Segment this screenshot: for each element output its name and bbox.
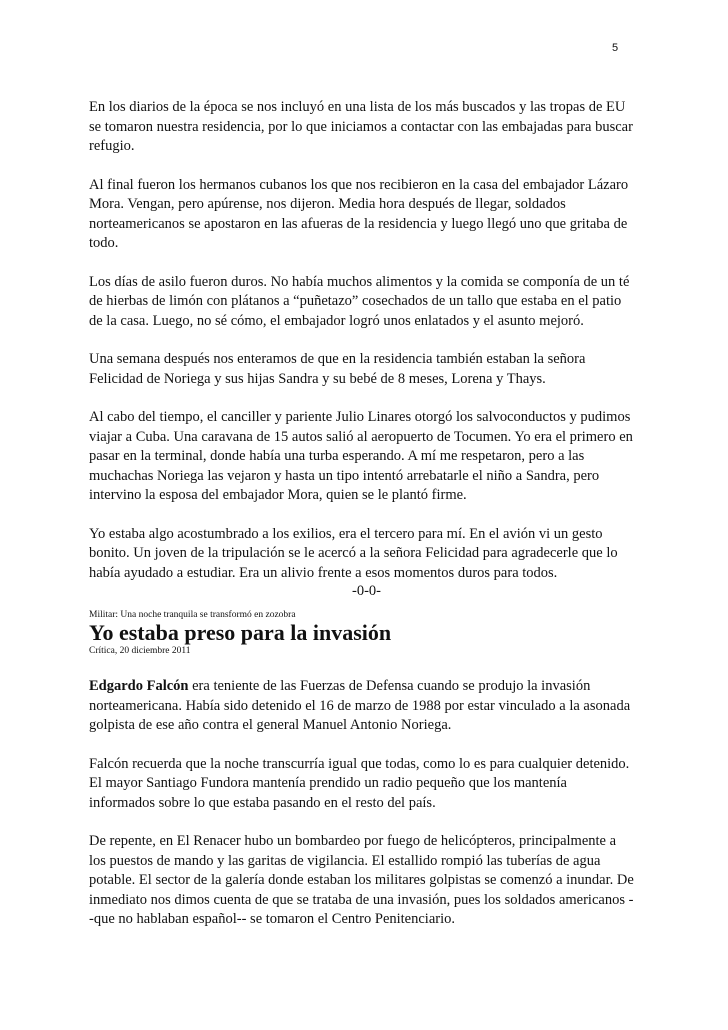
- article-headline: Yo estaba preso para la invasión: [89, 620, 392, 645]
- page-number: 5: [612, 42, 619, 54]
- lead-person-name: Edgardo Falcón: [89, 678, 189, 694]
- section-separator: -0-0-: [352, 583, 381, 599]
- paragraph-noriega-family: Una semana después nos enteramos de que en la residencia también estaban la señora Felicidad de Noriega y sus hijas Sandra y su bebé de 8 meses, Lorena y Thays.: [89, 351, 586, 387]
- article-paragraph-bombing: De repente, en El Renacer hubo un bombardeo por fuego de helicópteros, principalmente a los puestos de mando y las garitas de vigilancia. El estallido rompió las tuberías de agua potable. El sector de la galería donde estaban los militares golpistas se comenzó a inundar. De inmediato nos dimos cuenta de que se trataba de una invasión, pues los soldados americanos --que no hablaban español-- se tomaron el Centro Penitenciario.: [89, 833, 634, 927]
- paragraph-asylum-days: Los días de asilo fueron duros. No había muchos alimentos y la comida se componía de un té de hierbas de limón con plátanos a “puñetazo” cosechados de un tallo que estaba en el patio de la casa. Luego, no sé cómo, el embajador logró unos enlatados y el asunto mejoró.: [89, 273, 630, 329]
- article-kicker: Militar: Una noche tranquila se transformó en zozobra: [89, 610, 296, 620]
- paragraph-exile: Yo estaba algo acostumbrado a los exilios, era el tercero para mí. En el avión vi un gesto bonito. Un joven de la tripulación se le acercó a la señora Felicidad para agradecerle que lo había ayudado a estudiar. Era un alivio frente a esos momentos duros para todos.: [89, 525, 618, 581]
- article-paragraph-radio: Falcón recuerda que la noche transcurría igual que todas, como lo es para cualquier detenido. El mayor Santiago Fundora mantenía prendido un radio pequeño que los mantenía informados sobre lo que estaba pasando en el resto del país.: [89, 755, 630, 811]
- article-source: Crítica, 20 diciembre 2011: [89, 646, 191, 656]
- article-lead-paragraph: [89, 677, 634, 736]
- lead-paragraph-text: era teniente de las Fuerzas de Defensa cuando se produjo la invasión norteamericana. Había sido detenido el 16 de marzo de 1988 por estar vinculado a la asonada golpista de ese año contra el general Manuel Antonio Noriega.: [89, 678, 631, 733]
- paragraph-cuban-embassy: Al final fueron los hermanos cubanos los que nos recibieron en la casa del embajador Lázaro Mora. Vengan, pero apúrense, nos dijeron. Media hora después de llegar, soldados norteamericanos se apostaron en las afueras de la residencia y luego llegó uno que gritaba de todo.: [89, 176, 629, 251]
- paragraph-asylum-search: En los diarios de la época se nos incluyó en una lista de los más buscados y las tropas de EU se tomaron nuestra residencia, por lo que iniciamos a contactar con las embajadas para buscar refugio.: [89, 99, 633, 154]
- document-body: [89, 98, 634, 949]
- paragraph-safe-conduct: Al cabo del tiempo, el canciller y pariente Julio Linares otorgó los salvoconductos y pudimos viajar a Cuba. Una caravana de 15 autos salió al aeropuerto de Tocumen. Yo era el primero en pasar en la terminal, donde había una turba esperando. A mí me respetaron, pero a las muchachas Noriega las vejaron y hasta un tipo intentó arrebatarle el niño a Sandra, pero intervino la esposa del embajador Mora, quien se le plantó firme.: [89, 409, 633, 503]
